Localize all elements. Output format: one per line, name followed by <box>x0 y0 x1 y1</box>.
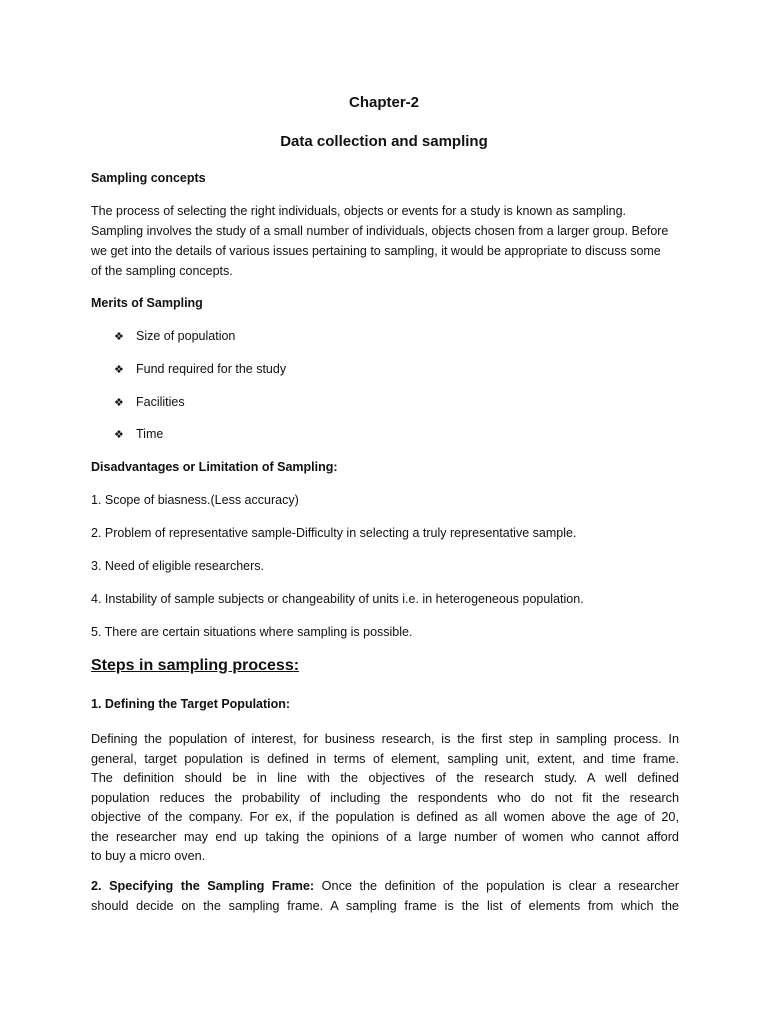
paragraph-line: objective of the company. For ex, if the population is defined as all women above the age of 20, <box>91 810 679 824</box>
disadvantage-item: 4. Instability of sample subjects or changeability of units i.e. in heterogeneous population. <box>91 592 584 606</box>
disadvantages-heading: Disadvantages or Limitation of Sampling: <box>91 460 338 474</box>
diamond-bullet-icon: ❖ <box>114 364 124 376</box>
diamond-bullet-icon: ❖ <box>114 397 124 409</box>
merit-item-label: Time <box>136 427 164 441</box>
merit-item-label: Fund required for the study <box>136 362 287 376</box>
step2-paragraph <box>91 877 679 916</box>
disadvantage-item: 1. Scope of biasness.(Less accuracy) <box>91 493 299 507</box>
sampling-concepts-paragraph <box>91 201 668 281</box>
step1-paragraph <box>91 730 679 867</box>
diamond-bullet-icon: ❖ <box>114 429 124 441</box>
paragraph-line: to buy a micro oven. <box>91 849 206 863</box>
document-title: Data collection and sampling <box>280 133 488 150</box>
step2-heading: 2. Specifying the Sampling Frame: <box>91 879 315 893</box>
paragraph-line: we get into the details of various issues pertaining to sampling, it would be appropriate to discuss some <box>91 244 661 258</box>
disadvantage-item: 5. There are certain situations where sampling is possible. <box>91 625 413 639</box>
paragraph-line: general, target population is defined in terms of element, sampling unit, extent, and time frame. <box>91 751 679 766</box>
merits-heading: Merits of Sampling <box>91 296 203 310</box>
paragraph-line: population reduces the probability of including the respondents who do not fit the research <box>91 790 679 805</box>
diamond-bullet-icon: ❖ <box>114 331 124 343</box>
step1-heading: 1. Defining the Target Population: <box>91 697 291 711</box>
merit-item <box>114 362 286 376</box>
paragraph-line: The process of selecting the right individuals, objects or events for a study is known as sampling. <box>91 204 626 218</box>
paragraph-line <box>91 877 679 897</box>
merit-item-label: Facilities <box>136 395 185 409</box>
paragraph-line: the researcher may end up taking the opinions of a large number of women who cannot afford <box>91 829 679 844</box>
merit-item <box>114 395 185 409</box>
step2-text: Once the definition of the population is clear a researcher <box>314 879 679 893</box>
sampling-concepts-heading: Sampling concepts <box>91 171 206 185</box>
paragraph-line: The definition should be in line with the objectives of the research study. A well defined <box>91 771 679 785</box>
paragraph-line: of the sampling concepts. <box>91 264 233 278</box>
steps-heading: Steps in sampling process: <box>91 657 300 674</box>
merit-item <box>114 427 163 441</box>
disadvantage-item: 2. Problem of representative sample-Difficulty in selecting a truly representative sample. <box>91 526 577 540</box>
merit-item-label: Size of population <box>136 329 236 343</box>
paragraph-line: Sampling involves the study of a small number of individuals, objects chosen from a larger group. Before <box>91 224 669 238</box>
paragraph-line: Defining the population of interest, for business research, is the first step in sampling process. In <box>91 732 679 746</box>
chapter-label: Chapter-2 <box>348 94 419 111</box>
merit-item <box>114 329 235 343</box>
disadvantage-item: 3. Need of eligible researchers. <box>91 559 265 573</box>
paragraph-line: should decide on the sampling frame. A sampling frame is the list of elements from which the <box>91 898 679 913</box>
